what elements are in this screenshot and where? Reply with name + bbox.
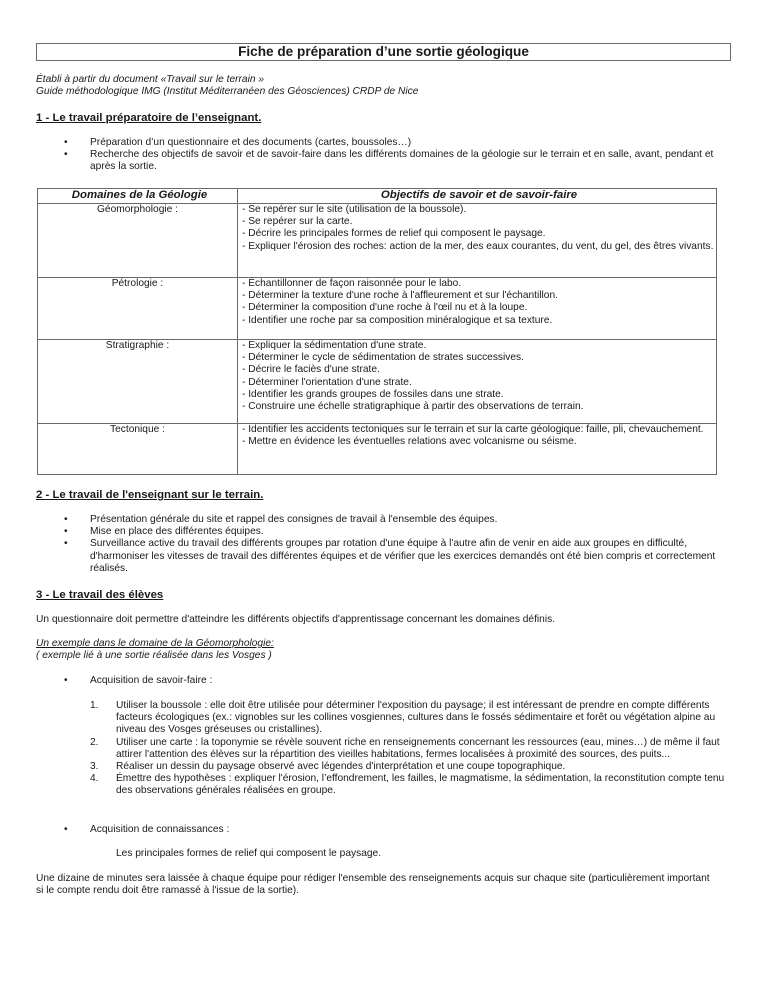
savoir-faire-list <box>0 700 728 798</box>
document-title: Fiche de préparation d’une sortie géologique <box>36 43 731 61</box>
objectives-cell: - Expliquer la sédimentation d'une strate. - Déterminer le cycle de sédimentation de strates successives. - Décrire le faciès d'une strate. - Déterminer l'orientation d'une strate. - Identifier les grands groupes de fossiles dans une strate. - Construire une échelle stratigraphique à partir des observations de terrain. <box>238 340 717 424</box>
source-line-2: Guide méthodologique IMG (Institut Méditerranéen des Géosciences) CRDP de Nice <box>36 86 419 98</box>
bullet-icon: • <box>64 137 68 148</box>
list-item: • Acquisition de savoir-faire : <box>64 675 213 686</box>
bullet-icon: • <box>64 675 68 686</box>
section-2-bullets <box>36 514 726 575</box>
section-1-heading: 1 - Le travail préparatoire de l’enseignant. <box>36 112 262 124</box>
domain-cell: Stratigraphie : <box>38 340 238 424</box>
column-header-objectives: Objectifs de savoir et de savoir-faire <box>238 189 717 204</box>
objectives-table <box>37 188 717 475</box>
domain-cell: Géomorphologie : <box>38 204 238 278</box>
list-item: • Mise en place des différentes équipes. <box>64 526 264 538</box>
table-row <box>38 424 717 475</box>
section-3-heading: 3 - Le travail des élèves <box>36 589 164 601</box>
numbered-item: 4. Émettre des hypothèses : expliquer l'érosion, l’effondrement, les failles, le magmatisme, la sédimentation, la reconstitution compte tenu des observations générales réalisées en groupe. <box>90 773 725 797</box>
numbered-item: 1. Utiliser la boussole : elle doit être utilisée pour déterminer l'exposition du paysage; il est intéressant de prendre en compte différents facteurs écologiques (ex.: vignobles sur les collines vosgiennes, cultures dans le fossés sédimentaire et forêt ou végétation alpine au niveau des Vosges gréseuses ou cristallines). <box>90 700 716 736</box>
bullet-icon: • <box>64 824 68 835</box>
section-2-heading: 2 - Le travail de l'enseignant sur le terrain. <box>36 489 264 501</box>
conclusion-paragraph: Une dizaine de minutes sera laissée à chaque équipe pour rédiger l'ensemble des renseignements acquis sur chaque site (particulièrement important si le compte rendu doit être ramassé à l'issue de la sortie). <box>36 873 710 897</box>
column-header-domains: Domaines de la Géologie <box>38 189 238 204</box>
objectives-cell: - Identifier les accidents tectoniques sur le terrain et sur la carte géologique: faille, pli, chevauchement. - Mettre en évidence les éventuelles relations avec volcanisme ou séisme. <box>238 424 717 475</box>
list-item: • Présentation générale du site et rappel des consignes de travail à l'ensemble des équipes. <box>64 514 498 525</box>
list-item: • Recherche des objectifs de savoir et de savoir-faire dans les différents domaines de la géologie sur le terrain et en salle, avant, pendant et après la sortie. <box>64 149 714 173</box>
bullet-icon: • <box>64 514 68 525</box>
connaissances-bullet <box>36 824 726 836</box>
savoir-faire-bullet <box>36 675 726 687</box>
numbered-item: 3. Réaliser un dessin du paysage observé avec légendes d'interprétation et une coupe topographique. <box>90 761 566 773</box>
bullet-icon: • <box>64 526 68 538</box>
table-row <box>38 278 717 340</box>
objectives-cell: - Se repérer sur le site (utilisation de la boussole). - Se repérer sur la carte. - Décrire les principales formes de relief qui composent le paysage. - Expliquer l'érosion des roches: action de la mer, des eaux courantes, du vent, du gel, des êtres vivants. <box>238 204 717 278</box>
connaissances-text: Les principales formes de relief qui composent le paysage. <box>116 848 382 859</box>
list-item: • Acquisition de connaissances : <box>64 824 230 835</box>
bullet-icon: • <box>64 538 68 550</box>
table-row <box>38 340 717 424</box>
table-row <box>38 204 717 278</box>
table-header-row <box>38 189 717 204</box>
example-block <box>36 638 274 662</box>
domain-cell: Tectonique : <box>38 424 238 475</box>
example-note: ( exemple lié à une sortie réalisée dans les Vosges ) <box>36 650 272 662</box>
example-title: Un exemple dans le domaine de la Géomorphologie: <box>36 638 274 649</box>
source-line-1: Établi à partir du document «Travail sur le terrain » <box>36 74 265 85</box>
numbered-item: 2. Utiliser une carte : la toponymie se révèle souvent riche en renseignements concernant les ressources (eau, mines…) de même il faut attirer l'attention des élèves sur la répartition des vieilles habitations, fermes localisées à proximité des sources, des puits... <box>90 736 720 760</box>
list-item: • Surveillance active du travail des différents groupes par rotation d'une équipe à l'autre afin de venir en aide aux groupes en difficulté, d'harmoniser les vitesses de travail des différentes équipes et de vérifier que les exercices demandés ont été bien compris et correctement réalisés. <box>64 538 716 574</box>
section-3-intro: Un questionnaire doit permettre d'atteindre les différents objectifs d'apprentissage concernant les domaines définis. <box>36 614 556 625</box>
bullet-icon: • <box>64 149 68 161</box>
source-note <box>36 74 418 98</box>
objectives-cell: - Échantillonner de façon raisonnée pour le labo. - Déterminer la texture d'une roche à l'affleurement et sur l'échantillon. - Déterminer la composition d'une roche à l'œil nu et à la loupe. - Identifier une roche par sa composition minéralogique et sa texture. <box>238 278 717 340</box>
list-item: • Préparation d’un questionnaire et des documents (cartes, boussoles…) <box>64 137 412 148</box>
domain-cell: Pétrologie : <box>38 278 238 340</box>
section-1-bullets <box>36 137 726 174</box>
